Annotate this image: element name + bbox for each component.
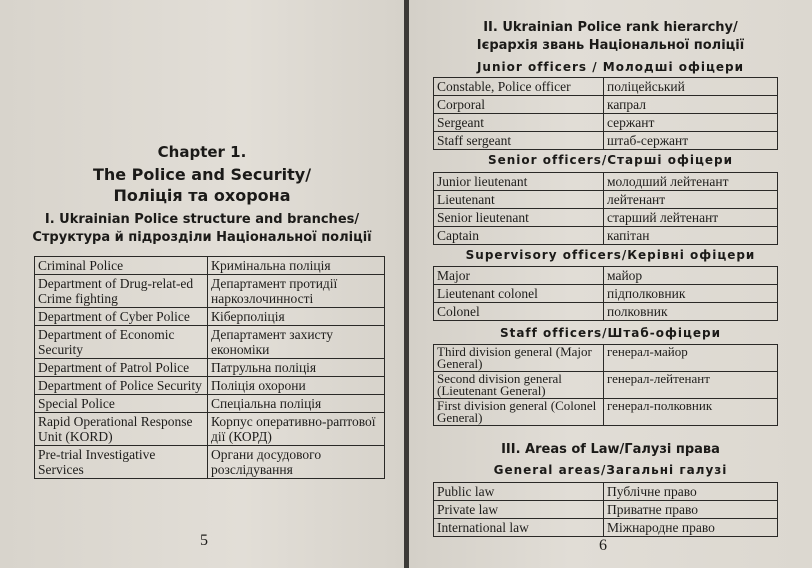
table-row [434,114,778,132]
term-ua: Публічне право [604,483,778,501]
term-en: Department of Police Security [35,377,208,395]
table-row [35,446,385,479]
term-ua: Органи досудового розслідування [208,446,385,479]
term-ua: капрал [604,96,778,114]
term-en: Special Police [35,395,208,413]
term-ua: генерал-полковник [604,399,778,426]
table-row [35,395,385,413]
term-en: Lieutenant colonel [434,285,604,303]
term-ua: капітан [604,227,778,245]
term-ua: майор [604,267,778,285]
term-ua: сержант [604,114,778,132]
page-number: 5 [200,532,208,549]
term-ua: Поліція охорони [208,377,385,395]
term-en: Rapid Operational Response Unit (KORD) [35,413,208,446]
table-row [434,303,778,321]
table-row [434,132,778,150]
rank-table-staff [433,344,778,426]
police-structure-table [34,256,385,479]
table-row [35,377,385,395]
chapter-title-ua: Поліція та охорона [113,186,291,205]
term-en: Major [434,267,604,285]
table-row [434,173,778,191]
table-row [434,372,778,399]
term-en: Lieutenant [434,191,604,209]
term-en: Senior lieutenant [434,209,604,227]
rank-table-junior [433,77,778,150]
term-ua: Кіберполіція [208,308,385,326]
term-en: Second division general (Lieutenant General) [434,372,604,399]
left-page [0,0,404,568]
table-row [35,275,385,308]
table-row [35,308,385,326]
term-en: Colonel [434,303,604,321]
general-areas-title: General areas/Загальні галузі [493,463,728,477]
term-ua: полковник [604,303,778,321]
term-en: Criminal Police [35,257,208,275]
section2-title-ua: Ієрархія звань Національної поліції [476,38,745,53]
table-row [434,483,778,501]
page-number: 6 [599,537,607,554]
term-ua: Департамент протидії наркозлочинності [208,275,385,308]
table-row [35,257,385,275]
term-en: Department of Cyber Police [35,308,208,326]
term-ua: Кримінальна поліція [208,257,385,275]
group-title-junior: Junior officers / Молодші офіцери [476,60,745,74]
table-row [434,399,778,426]
rank-table-supervisory [433,266,778,321]
term-ua: Корпус оперативно-раптової дії (КОРД) [208,413,385,446]
term-ua: Приватне право [604,501,778,519]
term-en: First division general (Colonel General) [434,399,604,426]
term-ua: генерал-майор [604,345,778,372]
term-en: International law [434,519,604,537]
term-ua: підполковник [604,285,778,303]
term-ua: лейтенант [604,191,778,209]
table-row [434,501,778,519]
term-en: Captain [434,227,604,245]
table-row [434,191,778,209]
section2-title-en: II. Ukrainian Police rank hierarchy/ [483,20,738,35]
term-en: Private law [434,501,604,519]
table-row [434,96,778,114]
term-en: Corporal [434,96,604,114]
term-ua: Спеціальна поліція [208,395,385,413]
term-ua: старший лейтенант [604,209,778,227]
rank-table-senior [433,172,778,245]
section-title-ua: Структура й підрозділи Національної поліції [32,230,372,245]
term-en: Department of Patrol Police [35,359,208,377]
term-en: Department of Drug-relat-ed Crime fighting [35,275,208,308]
term-ua: Міжнародне право [604,519,778,537]
bleed-through-text [40,6,360,20]
table-row [434,285,778,303]
table-row [35,413,385,446]
term-en: Sergeant [434,114,604,132]
term-en: Staff sergeant [434,132,604,150]
table-row [434,267,778,285]
term-en: Third division general (Major General) [434,345,604,372]
table-row [35,326,385,359]
chapter-label: Chapter 1. [157,143,247,161]
term-ua: Департамент захисту економіки [208,326,385,359]
term-en: Junior lieutenant [434,173,604,191]
term-ua: поліцейський [604,78,778,96]
table-row [434,345,778,372]
chapter-title-en: The Police and Security/ [92,165,312,184]
group-title-staff: Staff officers/Штаб-офіцери [499,326,722,340]
section-title-en: I. Ukrainian Police structure and branches/ [44,212,360,227]
term-ua: молодший лейтенант [604,173,778,191]
right-page [409,0,812,568]
term-en: Public law [434,483,604,501]
term-en: Pre-trial Investigative Services [35,446,208,479]
term-ua: Патрульна поліція [208,359,385,377]
section3-title: III. Areas of Law/Галузі права [501,442,720,457]
table-row [35,359,385,377]
group-title-senior: Senior officers/Старші офіцери [487,153,734,167]
table-row [434,227,778,245]
term-ua: генерал-лейтенант [604,372,778,399]
group-title-supervisory: Supervisory officers/Керівні офіцери [465,248,756,262]
table-row [434,209,778,227]
term-en: Constable, Police officer [434,78,604,96]
law-areas-table [433,482,778,537]
term-ua: штаб-сержант [604,132,778,150]
table-row [434,78,778,96]
table-row [434,519,778,537]
term-en: Department of Economic Security [35,326,208,359]
